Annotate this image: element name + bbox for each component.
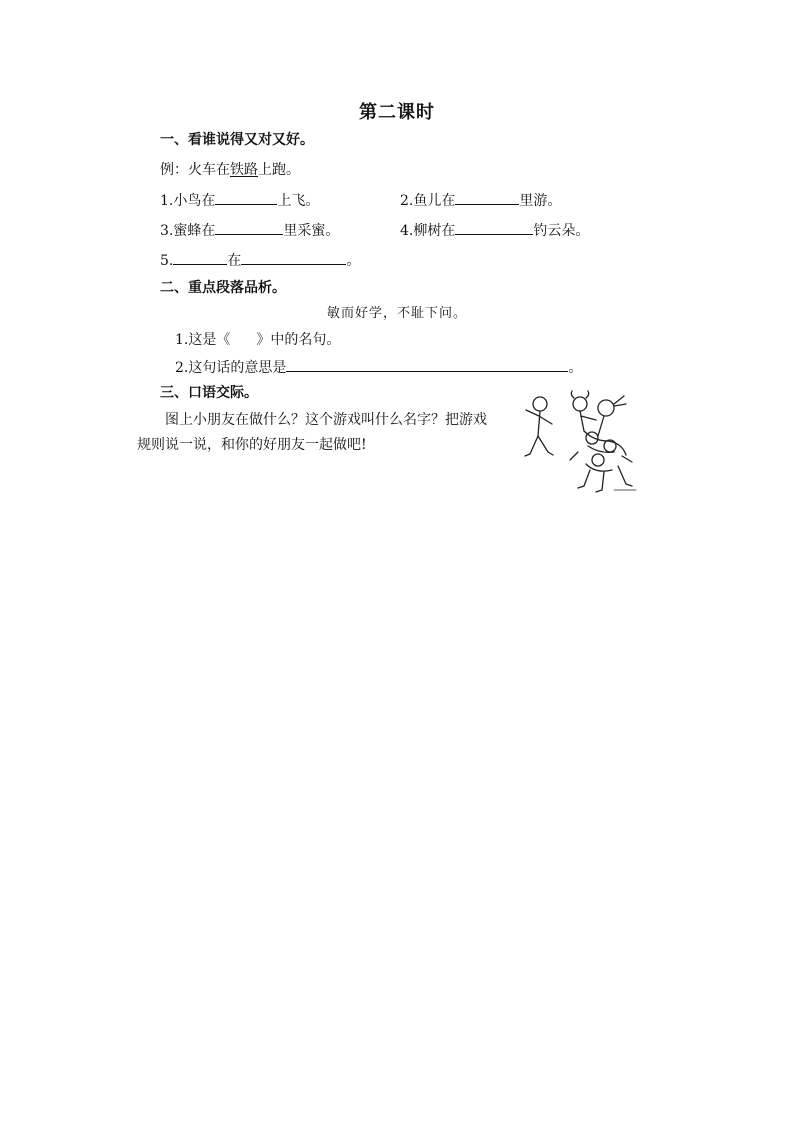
example-underlined: 铁路 — [230, 162, 258, 178]
question-2-post: 。 — [568, 360, 583, 376]
item-3 — [160, 220, 339, 241]
item-4-post: 钓云朵。 — [533, 223, 590, 239]
meaning-blank[interactable] — [286, 357, 568, 372]
item-1-pre: 1.小鸟在 — [160, 193, 216, 209]
item-3-post: 里采蜜。 — [283, 223, 340, 239]
page-title: 第二课时 — [359, 102, 435, 123]
oral-communication-text: 图上小朋友在做什么？这个游戏叫什么名字？把游戏规则说一说，和你的好朋友一起做吧! — [137, 412, 487, 453]
item-1-blank[interactable] — [215, 190, 277, 205]
item-5-blank-2[interactable] — [241, 250, 346, 265]
item-5-pre: 5. — [160, 253, 174, 269]
question-1-post: 》中的名句。 — [256, 332, 341, 348]
question-1 — [175, 330, 340, 350]
children-game-illustration — [518, 386, 648, 498]
question-1-pre: 1.这是《 — [175, 332, 231, 348]
item-5-post: 。 — [346, 253, 361, 269]
quote-text: 敏而好学，不耻下问。 — [326, 306, 467, 321]
item-3-blank[interactable] — [215, 220, 283, 235]
item-1-post: 上飞。 — [277, 193, 320, 209]
question-2 — [175, 357, 582, 378]
item-2-pre: 2.鱼儿在 — [400, 193, 456, 209]
item-4-pre: 4.柳树在 — [400, 223, 456, 239]
item-3-pre: 3.蜜蜂在 — [160, 223, 216, 239]
section2-heading: 二、重点段落品析。 — [160, 280, 286, 296]
item-4 — [400, 220, 589, 241]
section3-heading: 三、口语交际。 — [160, 385, 258, 401]
item-5 — [160, 250, 360, 271]
example-sentence — [160, 160, 300, 180]
item-4-blank[interactable] — [455, 220, 533, 235]
item-2-blank[interactable] — [455, 190, 519, 205]
example-suffix: 上跑。 — [258, 162, 300, 178]
example-prefix: 例：火车在 — [160, 162, 230, 178]
item-1 — [160, 190, 319, 211]
item-5-mid: 在 — [227, 253, 242, 269]
item-2 — [400, 190, 561, 211]
question-2-pre: 2.这句话的意思是 — [175, 360, 287, 376]
section1-heading: 一、看谁说得又对又好。 — [160, 132, 314, 148]
item-5-blank-1[interactable] — [173, 250, 227, 265]
item-2-post: 里游。 — [519, 193, 562, 209]
